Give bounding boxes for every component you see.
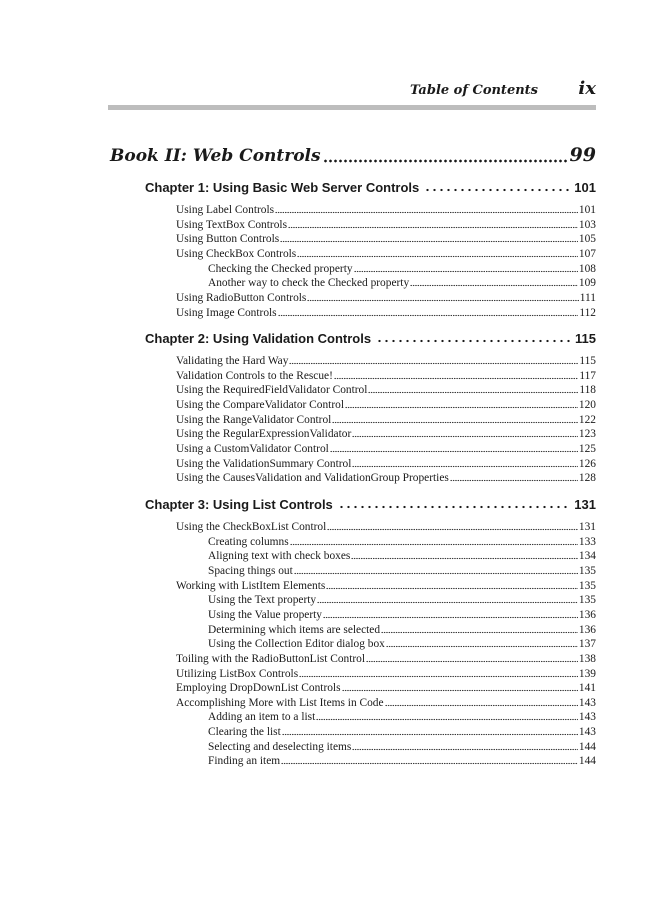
toc-entry[interactable] [176, 382, 596, 397]
chapter-page-number: 101 [574, 180, 596, 195]
dot-leader [317, 601, 578, 604]
entry-page-number: 135 [578, 564, 596, 577]
entry-title: Using the CheckBoxList Control [176, 521, 327, 533]
toc-entry[interactable] [176, 651, 596, 666]
entry-page-number: 143 [578, 726, 596, 739]
toc-subentry[interactable] [208, 261, 596, 276]
toc-entry[interactable] [176, 426, 596, 441]
toc-entry[interactable] [176, 368, 596, 383]
chapter-heading[interactable] [145, 326, 596, 346]
entry-page-number: 105 [578, 233, 596, 246]
entry-page-number: 103 [578, 218, 596, 231]
entry-page-number: 123 [578, 428, 596, 441]
entry-page-number: 101 [578, 204, 596, 216]
header-rule [108, 105, 596, 110]
dot-leader [290, 543, 578, 546]
toc-subentry[interactable] [208, 592, 596, 607]
entry-title: Using the Text property [208, 594, 317, 607]
dot-leader [281, 762, 578, 765]
entry-title: Using CheckBox Controls [176, 247, 297, 260]
entry-title: Aligning text with check boxes [208, 550, 351, 563]
dot-leader [307, 299, 578, 302]
entry-title: Using the Value property [208, 608, 322, 621]
entry-title: Toiling with the RadioButtonList Control [176, 652, 366, 665]
dot-leader [280, 240, 578, 243]
entry-page-number: 139 [578, 667, 596, 680]
entry-title: Using the CausesValidation and ValidationGroup Properties [176, 472, 449, 485]
entry-page-number: 117 [579, 369, 596, 382]
dot-leader [352, 465, 578, 468]
dot-leader [294, 572, 578, 575]
entry-title: Selecting and deselecting items [208, 740, 352, 753]
entry-page-number: 111 [579, 291, 596, 304]
entry-title: Using Image Controls [176, 306, 277, 319]
entry-title: Utilizing ListBox Controls [176, 667, 299, 680]
dot-leader [297, 255, 578, 258]
entry-title: Working with ListItem Elements [176, 579, 326, 592]
dot-leader [376, 339, 572, 343]
entry-page-number: 112 [579, 306, 596, 319]
toc-entry[interactable] [176, 470, 596, 485]
dot-leader [289, 362, 578, 365]
toc-entry[interactable] [176, 695, 596, 710]
toc-entry[interactable] [176, 441, 596, 456]
entry-title: Using Label Controls [176, 204, 275, 216]
entry-page-number: 134 [578, 550, 596, 563]
entry-page-number: 120 [578, 398, 596, 411]
entry-page-number: 135 [578, 579, 596, 592]
entry-page-number: 115 [579, 355, 596, 367]
entry-page-number: 135 [578, 594, 596, 607]
entry-page-number: 122 [578, 413, 596, 426]
book-title: Book II: Web Controls [110, 146, 321, 166]
chapter-heading[interactable] [145, 175, 596, 195]
dot-leader [334, 377, 578, 380]
toc-entry[interactable] [176, 246, 596, 261]
entry-title: Using Button Controls [176, 233, 280, 246]
entry-title: Adding an item to a list [208, 711, 316, 724]
toc-entry[interactable] [176, 519, 596, 534]
toc-subentry[interactable] [208, 709, 596, 724]
toc-entry[interactable] [176, 290, 596, 305]
dot-leader [381, 631, 578, 634]
toc-entry[interactable] [176, 202, 596, 217]
book-heading[interactable] [110, 140, 596, 166]
toc-subentry[interactable] [208, 275, 596, 290]
toc-entry[interactable] [176, 680, 596, 695]
dot-leader [368, 391, 578, 394]
chapter-title: Chapter 3: Using List Controls [145, 497, 333, 512]
chapter-page-number: 131 [574, 497, 596, 512]
toc-subentry[interactable] [208, 534, 596, 549]
dot-leader [352, 435, 578, 438]
toc-subentry[interactable] [208, 548, 596, 563]
dot-leader [386, 645, 578, 648]
toc-entry[interactable] [176, 217, 596, 232]
entry-page-number: 136 [578, 608, 596, 621]
entry-title: Spacing things out [208, 564, 293, 577]
entry-page-number: 143 [578, 696, 596, 709]
entry-title: Employing DropDownList Controls [176, 682, 341, 695]
dot-leader [323, 159, 568, 163]
entry-page-number: 144 [578, 755, 596, 768]
entry-title: Using the Collection Editor dialog box [208, 638, 385, 651]
dot-leader [326, 587, 578, 590]
entry-title: Using the CompareValidator Control [176, 398, 344, 411]
entry-page-number: 128 [578, 472, 596, 485]
chapter-title: Chapter 2: Using Validation Controls [145, 331, 372, 346]
entry-title: Using a CustomValidator Control [176, 442, 329, 455]
toc-subentry[interactable] [208, 739, 596, 754]
entry-page-number: 136 [578, 623, 596, 636]
dot-leader [342, 689, 578, 692]
dot-leader [323, 616, 578, 619]
entry-title: Accomplishing More with List Items in Code [176, 696, 384, 709]
dot-leader [278, 314, 579, 317]
dot-leader [282, 733, 578, 736]
entry-title: Clearing the list [208, 726, 281, 739]
entry-page-number: 125 [578, 442, 596, 455]
dot-leader [288, 226, 578, 229]
dot-leader [275, 211, 578, 214]
dot-leader [330, 450, 578, 453]
running-head [0, 78, 600, 102]
toc-subentry[interactable] [208, 636, 596, 651]
entry-page-number: 126 [578, 457, 596, 470]
entry-title: Validation Controls to the Rescue! [176, 369, 333, 382]
entry-title: Checking the Checked property [208, 262, 353, 275]
toc-entry[interactable] [176, 305, 596, 320]
chapter-heading[interactable] [145, 492, 596, 512]
dot-leader [332, 421, 578, 424]
dot-leader [327, 528, 578, 531]
dot-leader [424, 188, 571, 192]
dot-leader [366, 660, 578, 663]
running-head-title: Table of Contents [410, 83, 538, 98]
entry-title: Validating the Hard Way [176, 355, 289, 367]
dot-leader [338, 505, 572, 509]
toc-entry[interactable] [176, 397, 596, 412]
entry-page-number: 109 [578, 277, 596, 290]
entry-page-number: 133 [578, 535, 596, 548]
toc-entry[interactable] [176, 578, 596, 593]
toc-subentry[interactable] [208, 607, 596, 622]
toc-entry[interactable] [176, 353, 596, 368]
dot-leader [299, 675, 578, 678]
dot-leader [410, 284, 578, 287]
entry-page-number: 143 [578, 711, 596, 724]
entry-title: Another way to check the Checked property [208, 277, 410, 290]
dot-leader [385, 704, 578, 707]
entry-title: Using the ValidationSummary Control [176, 457, 352, 470]
dot-leader [316, 718, 578, 721]
entry-title: Creating columns [208, 535, 289, 548]
entry-title: Finding an item [208, 755, 281, 768]
running-head-page-number: ix [578, 78, 596, 99]
toc-entry[interactable] [176, 231, 596, 246]
entry-title: Using the RequiredFieldValidator Control [176, 384, 368, 397]
entry-page-number: 131 [578, 521, 596, 533]
dot-leader [354, 270, 578, 273]
toc-subentry[interactable] [208, 622, 596, 637]
entry-page-number: 144 [578, 740, 596, 753]
dot-leader [352, 748, 578, 751]
dot-leader [351, 557, 578, 560]
toc-subentry[interactable] [208, 724, 596, 739]
toc-subentry[interactable] [208, 753, 596, 768]
entry-page-number: 138 [578, 652, 596, 665]
entry-title: Using TextBox Controls [176, 218, 288, 231]
entry-page-number: 107 [578, 247, 596, 260]
chapter-page-number: 115 [575, 331, 596, 346]
entry-title: Determining which items are selected [208, 623, 381, 636]
book-page-number: 99 [569, 144, 596, 166]
entry-page-number: 118 [579, 384, 596, 397]
entry-page-number: 137 [578, 638, 596, 651]
toc-entry[interactable] [176, 666, 596, 681]
dot-leader [450, 479, 578, 482]
entry-title: Using the RangeValidator Control [176, 413, 332, 426]
toc-entry[interactable] [176, 412, 596, 427]
entry-title: Using RadioButton Controls [176, 291, 307, 304]
entry-page-number: 141 [578, 682, 596, 695]
chapter-title: Chapter 1: Using Basic Web Server Controls [145, 180, 420, 195]
toc-entry[interactable] [176, 456, 596, 471]
entry-page-number: 108 [578, 262, 596, 275]
dot-leader [345, 406, 578, 409]
toc-subentry[interactable] [208, 563, 596, 578]
entry-title: Using the RegularExpressionValidator [176, 428, 352, 441]
